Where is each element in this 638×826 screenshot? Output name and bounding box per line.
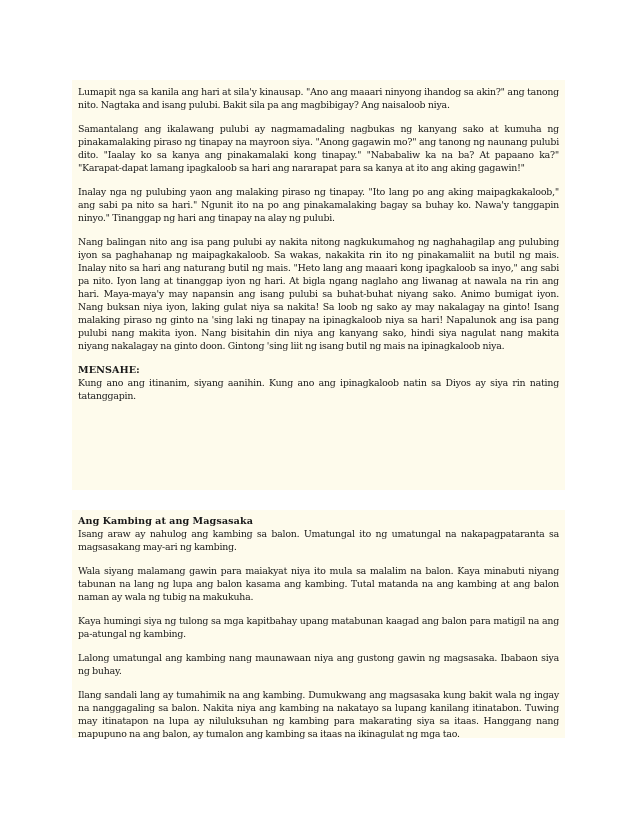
story2-paragraph-4: Lalong umatungal ang kambing nang maunawaan niya ang gustong gawin ng magsasaka. Ibabaon siya ng buhay.	[78, 653, 559, 677]
paragraph-1: Lumapit nga sa kanila ang hari at sila'y kinausap. "Ano ang maaari ninyong ihandog sa akin?" ang tanong nito. Nagtaka and isang pulubi. Bakit sila pa ang magbibigay? Ang naisaloob niya.	[78, 87, 559, 111]
story-title: Ang Kambing at ang Magsasaka	[78, 516, 254, 527]
kambing-story-section	[72, 510, 565, 738]
message-text: Kung ano ang itinanim, siyang aanihin. Kung ano ang ipinagkaloob natin sa Diyos ay siya rin nating tatanggapin.	[78, 378, 559, 402]
message-heading: MENSAHE:	[78, 365, 140, 376]
story2-paragraph-1: Isang araw ay nahulog ang kambing sa balon. Umatungal ito ng umatungal na nakapagpataranta sa magsasakang may-ari ng kambing.	[78, 529, 559, 553]
story-continuation-section	[72, 80, 565, 490]
story2-paragraph-5: Ilang sandali lang ay tumahimik na ang kambing. Dumukwang ang magsasaka kung bakit wala ng ingay na nanggagaling sa balon. Nakita niya ang kambing na nakatayo sa lupang kanilang itinatabon. Tuwing may itinatapon na lupa ay niluluksuhan ng kambing para makarating siya sa itaas. Hanggang nang mapupuno na ang balon, ay tumalon ang kambing sa itaas na ikinagulat ng mga tao.	[78, 690, 559, 740]
story2-paragraph-3: Kaya humingi siya ng tulong sa mga kapitbahay upang matabunan kaagad ang balon para matigil na ang pa-atungal ng kambing.	[78, 616, 559, 640]
paragraph-3: Inalay nga ng pulubing yaon ang malaking piraso ng tinapay. "Ito lang po ang aking maipagkakaloob," ang sabi pa nito sa hari." Ngunit ito na po ang pinakamalaking bagay sa buhay ko. Nawa'y tanggapin ninyo." Tinanggap ng hari ang tinapay na alay ng pulubi.	[78, 187, 559, 224]
story2-paragraph-2: Wala siyang malamang gawin para maiakyat niya ito mula sa malalim na balon. Kaya minabuti niyang tabunan na lang ng lupa ang balon kasama ang kambing. Tutal matanda na ang kambing at ang balon naman ay wala ng tubig na makukuha.	[78, 566, 559, 603]
paragraph-4: Nang balingan nito ang isa pang pulubi ay nakita nitong nagkukumahog ng naghahagilap ang pulubing iyon sa paghahanap ng maipagkakaloob. Sa wakas, nakakita rin ito ng pinakamaliit na butil ng mais. Inalay nito sa hari ang naturang butil ng mais. "Heto lang ang maaari kong ipagkaloob sa inyo," ang sabi pa nito. Iyon lang at tinanggap iyon ng hari. At bigla ngang naglaho ang liwanag at nawala na rin ang hari. Maya-maya'y may napansin ang isang pulubi sa buhat-buhat niyang sako. Animo bumigat iyon. Nang buksan niya iyon, laking gulat niya sa nakita! Sa loob ng sako ay may nakalagay na ginto! Isang malaking piraso ng ginto na 'sing laki ng tinapay na ipinagkaloob niya sa hari! Napalunok ang isa pang pulubi nang makita iyon. Nang bisitahin din niya ang kanyang sako, hindi siya nagulat nang makita niyang nakalagay na ginto doon. Gintong 'sing liit ng isang butil ng mais na ipinagkaloob niya.	[78, 237, 559, 352]
paragraph-2: Samantalang ang ikalawang pulubi ay nagmamadaling nagbukas ng kanyang sako at kumuha ng pinakamalaking piraso ng tinapay na mayroon siya. "Anong gagawin mo?" ang tanong ng naunang pulubi dito. "Iaalay ko sa kanya ang pinakamalaki kong tinapay." "Nababaliw ka na ba? At papaano ka?" "Karapat-dapat lamang ipagkaloob sa hari ang nararapat para sa kanya at ito ang aking gagawin!"	[78, 124, 559, 174]
